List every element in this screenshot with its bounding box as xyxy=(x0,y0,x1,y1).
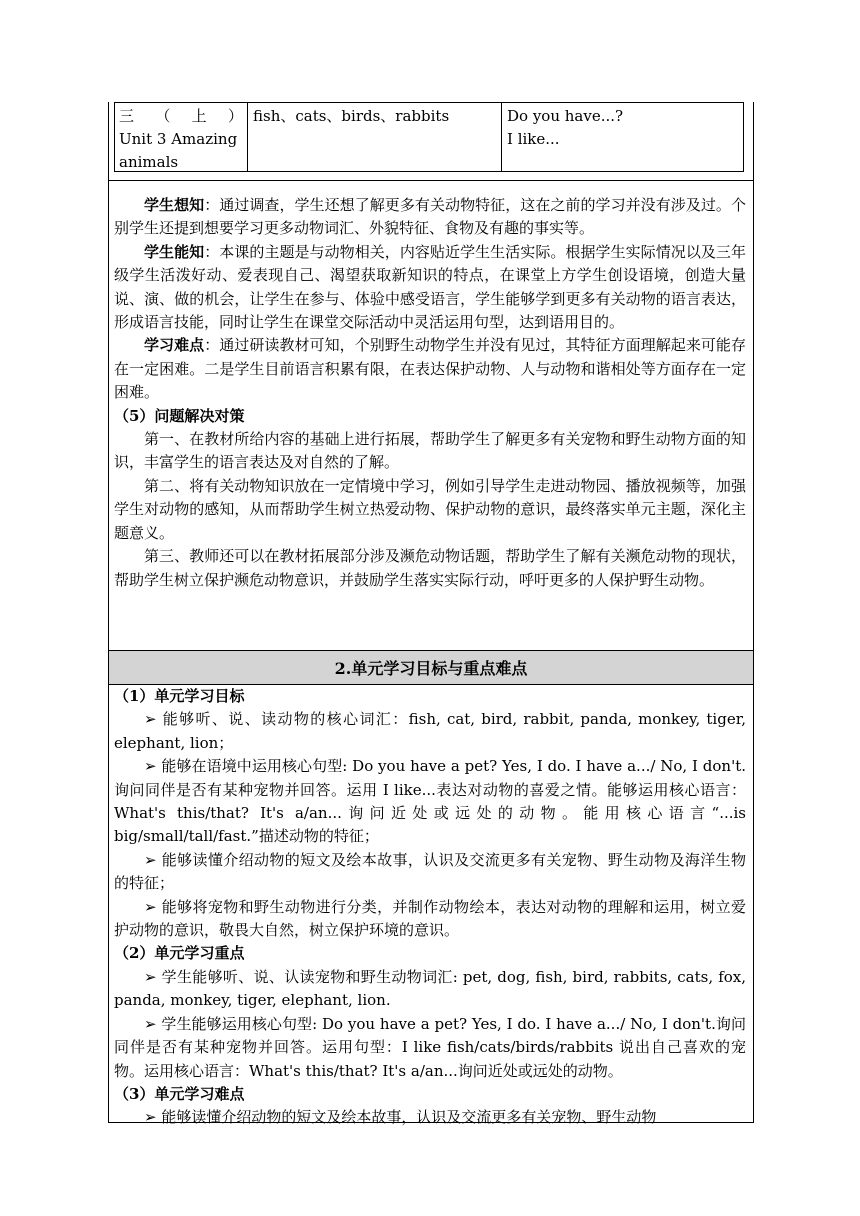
can-label: 学生能知 xyxy=(144,242,205,261)
sentence-pattern-1: Do you have...? xyxy=(507,107,624,125)
section-heading xyxy=(109,650,753,685)
key-point-item: ➢ 学生能够听、说、认读宠物和野生动物词汇: pet, dog, fish, bird, rabbits, cats, fox, panda, monkey, tiger, elephant, lion. xyxy=(114,967,746,1010)
solution-paragraph: 第一、在教材所给内容的基础上进行拓展，帮助学生了解更多有关宠物和野生动物方面的知识，丰富学生的语言表达及对自然的了解。 xyxy=(114,430,746,472)
unit-title-line2: animals xyxy=(119,153,179,171)
key-point-item: ➢ 学生能够运用核心句型: Do you have a pet? Yes, I do. I have a.../ No, I don't.询问同伴是否有某种宠物并回答。运用句型：I like fish/cats/birds/rabbits 说出自己喜欢的宠物。运用核心语言：What's this/that? It's a/an...询问近处或远处的动物。 xyxy=(114,1014,746,1080)
sentence-cell xyxy=(507,105,623,151)
goal-item: ➢ 能够读懂介绍动物的短文及绘本故事，认识及交流更多有关宠物、野生动物及海洋生物的特征； xyxy=(114,850,746,893)
difficulty-text: ：通过研读教材可知，个别野生动物学生并没有见过，其特征方面理解起来可能存在一定困难。二是学生目前语言积累有限，在表达保护动物、人与动物和谐相处等方面存在一定困难。 xyxy=(114,336,746,402)
can-paragraph xyxy=(114,241,746,335)
unit-table xyxy=(114,102,744,172)
want-paragraph xyxy=(114,194,746,241)
want-label: 学生想知 xyxy=(144,196,205,214)
unit-name-cell xyxy=(119,105,243,174)
solution-heading: （5）问题解决对策 xyxy=(114,406,245,425)
unit-grade: 三 （ 上 ） xyxy=(119,107,243,125)
sentence-pattern-2: I like... xyxy=(507,130,560,148)
learner-analysis xyxy=(114,194,746,592)
goal-item: ➢ 能够将宠物和野生动物进行分类，并制作动物绘本，表达对动物的理解和运用，树立爱护动物的意识，敬畏大自然，树立保护环境的意识。 xyxy=(114,897,746,940)
solution-paragraph: 第三、教师还可以在教材拓展部分涉及濒危动物话题，帮助学生了解有关濒危动物的现状，帮助学生树立保护濒危动物意识，并鼓励学生落实实际行动，呼吁更多的人保护野生动物。 xyxy=(114,547,746,589)
difficulty-item: ➢ 能够读懂介绍动物的短文及绘本故事，认识及交流更多有关宠物、野生动物 xyxy=(144,1108,657,1127)
solution-paragraph: 第二、将有关动物知识放在一定情境中学习，例如引导学生走进动物园、播放视频等，加强学生对动物的感知，从而帮助学生树立热爱动物、保护动物的意识，最终落实单元主题，深化主题意义。 xyxy=(114,476,746,542)
goal-item: ➢ 能够在语境中运用核心句型: Do you have a pet? Yes, I do. I have a.../ No, I don't.询问同伴是否有某种宠物并回答。运用 I like...表达对动物的喜爱之情。能够运用核心语言：What's this/that? It's a/an...询问近处或远处的动物。能用核心语言“...is big/small/tall/fast.”描述动物的特征； xyxy=(114,757,746,846)
can-text: ：本课的主题是与动物相关，内容贴近学生生活实际。根据学生实际情况以及三年级学生活泼好动、爱表现自己、渴望获取新知识的特点，在课堂上方学生创设语境，创造大量说、演、做的机会，让学生在参与、体验中感受语言，学生能够学到更多有关动物的语言表达，形成语言技能，同时让学生在课堂交际活动中灵活运用句型，达到语用目的。 xyxy=(114,242,746,332)
section-title: 2.单元学习目标与重点难点 xyxy=(334,659,528,678)
unit-title-line1: Unit 3 Amazing xyxy=(119,130,238,148)
unit-goals xyxy=(114,685,746,1130)
want-text: ：通过调查，学生还想了解更多有关动物特征，这在之前的学习并没有涉及过。个别学生还提到想要学习更多动物词汇、外貌特征、食物及有趣的事实等。 xyxy=(114,196,746,238)
row-divider xyxy=(108,180,754,181)
column-divider xyxy=(247,103,248,171)
goal-item: ➢ 能够听、说、读动物的核心词汇：fish, cat, bird, rabbit, panda, monkey, tiger, elephant, lion； xyxy=(114,710,746,752)
key-points-heading: （2）单元学习重点 xyxy=(114,944,245,963)
difficulty-paragraph xyxy=(114,334,746,404)
vocab-cell: fish、cats、birds、rabbits xyxy=(253,107,450,125)
difficulty-heading: （3）单元学习难点 xyxy=(114,1084,245,1103)
goals-heading: （1）单元学习目标 xyxy=(114,687,245,705)
difficulty-label: 学习难点 xyxy=(144,336,205,355)
column-divider xyxy=(501,103,502,171)
